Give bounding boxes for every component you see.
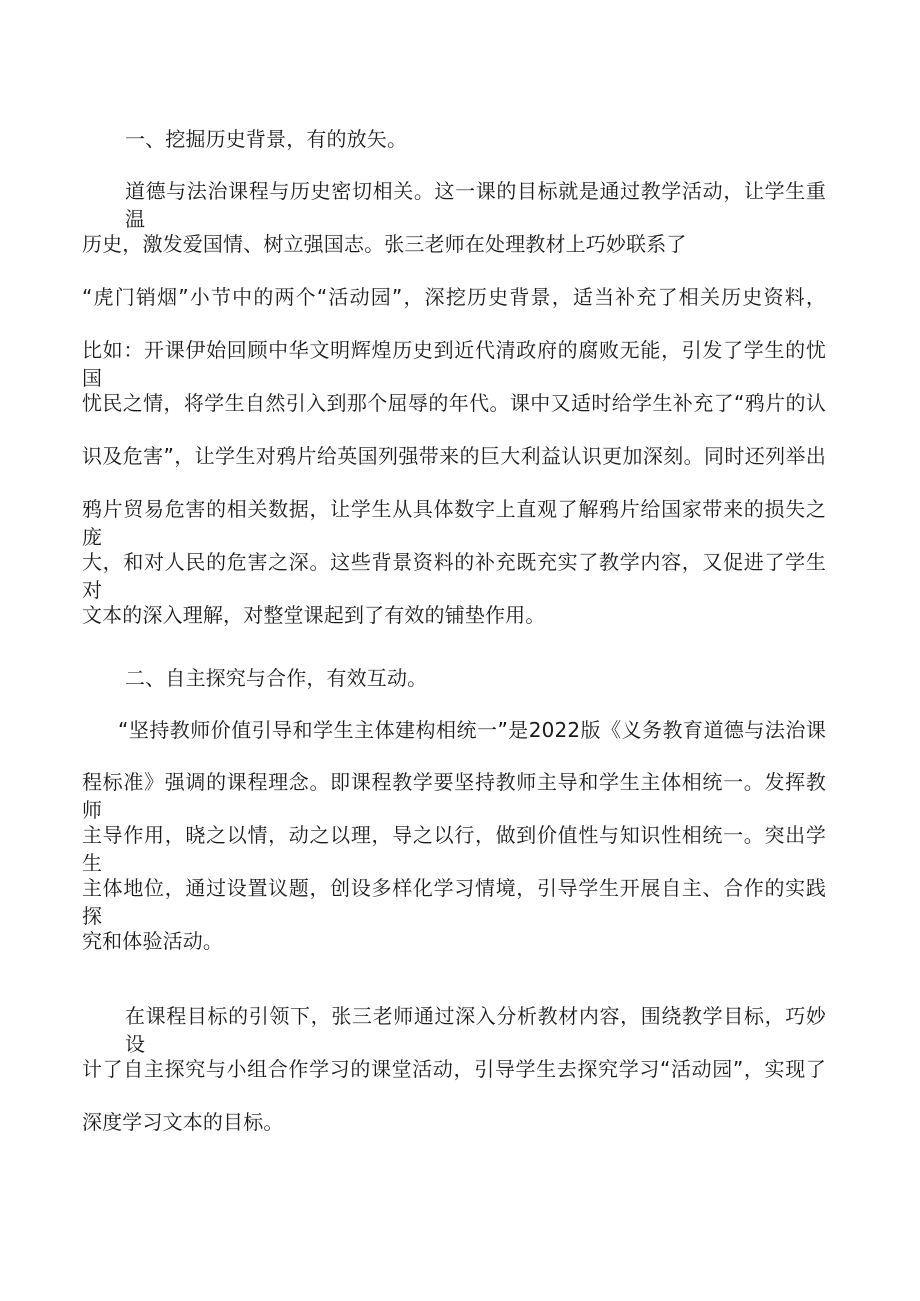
paragraph-3-line: 计了自主探究与小组合作学习的课堂活动，引导学生去探究学习“活动园”，实现了 <box>82 1057 826 1081</box>
paragraph-2-line: “坚持教师价值引导和学生主体建构相统一”是2022版《义务教育道德与法治课 <box>118 718 826 742</box>
paragraph-3-line: 在课程目标的引领下，张三老师通过深入分析教材内容，围绕教学目标，巧妙设 <box>125 1004 826 1056</box>
paragraph-2-line: 究和体验活动。 <box>82 929 224 953</box>
section-heading-1: 一、挖掘历史背景，有的放矢。 <box>125 127 408 151</box>
paragraph-2-line: 主体地位，通过设置议题，创设多样化学习情境，引导学生开展自主、合作的实践探 <box>82 876 826 928</box>
paragraph-1-line: 比如：开课伊始回顾中华文明辉煌历史到近代清政府的腐败无能，引发了学生的忧国 <box>82 338 826 390</box>
paragraph-1-line: 识及危害”，让学生对鸦片给英国列强带来的巨大利益认识更加深刻。同时还列举出 <box>82 444 826 468</box>
paragraph-1-line: 文本的深入理解，对整堂课起到了有效的铺垫作用。 <box>82 603 546 627</box>
paragraph-1-line: “虎门销烟”小节中的两个“活动园”，深挖历史背景，适当补充了相关历史资料， <box>82 285 826 309</box>
paragraph-1-line: 鸦片贸易危害的相关数据，让学生从具体数字上直观了解鸦片给国家带来的损失之庞 <box>82 497 826 549</box>
paragraph-1-line: 忧民之情，将学生自然引入到那个屈辱的年代。课中又适时给学生补充了“鸦片的认 <box>82 391 826 415</box>
paragraph-2-line: 主导作用，晓之以情，动之以理，导之以行，做到价值性与知识性相统一。突出学生 <box>82 823 826 875</box>
paragraph-1-line: 历史，激发爱国情、树立强国志。张三老师在处理教材上巧妙联系了 <box>82 232 687 256</box>
paragraph-3-line: 深度学习文本的目标。 <box>82 1110 284 1134</box>
paragraph-1-line: 大，和对人民的危害之深。这些背景资料的补充既充实了教学内容，又促进了学生对 <box>82 550 826 602</box>
section-heading-2: 二、自主探究与合作，有效互动。 <box>125 666 428 690</box>
paragraph-1-line: 道德与法治课程与历史密切相关。这一课的目标就是通过教学活动，让学生重温 <box>125 179 826 231</box>
paragraph-2-line: 程标准》强调的课程理念。即课程教学要坚持教师主导和学生主体相统一。发挥教师 <box>82 770 826 822</box>
